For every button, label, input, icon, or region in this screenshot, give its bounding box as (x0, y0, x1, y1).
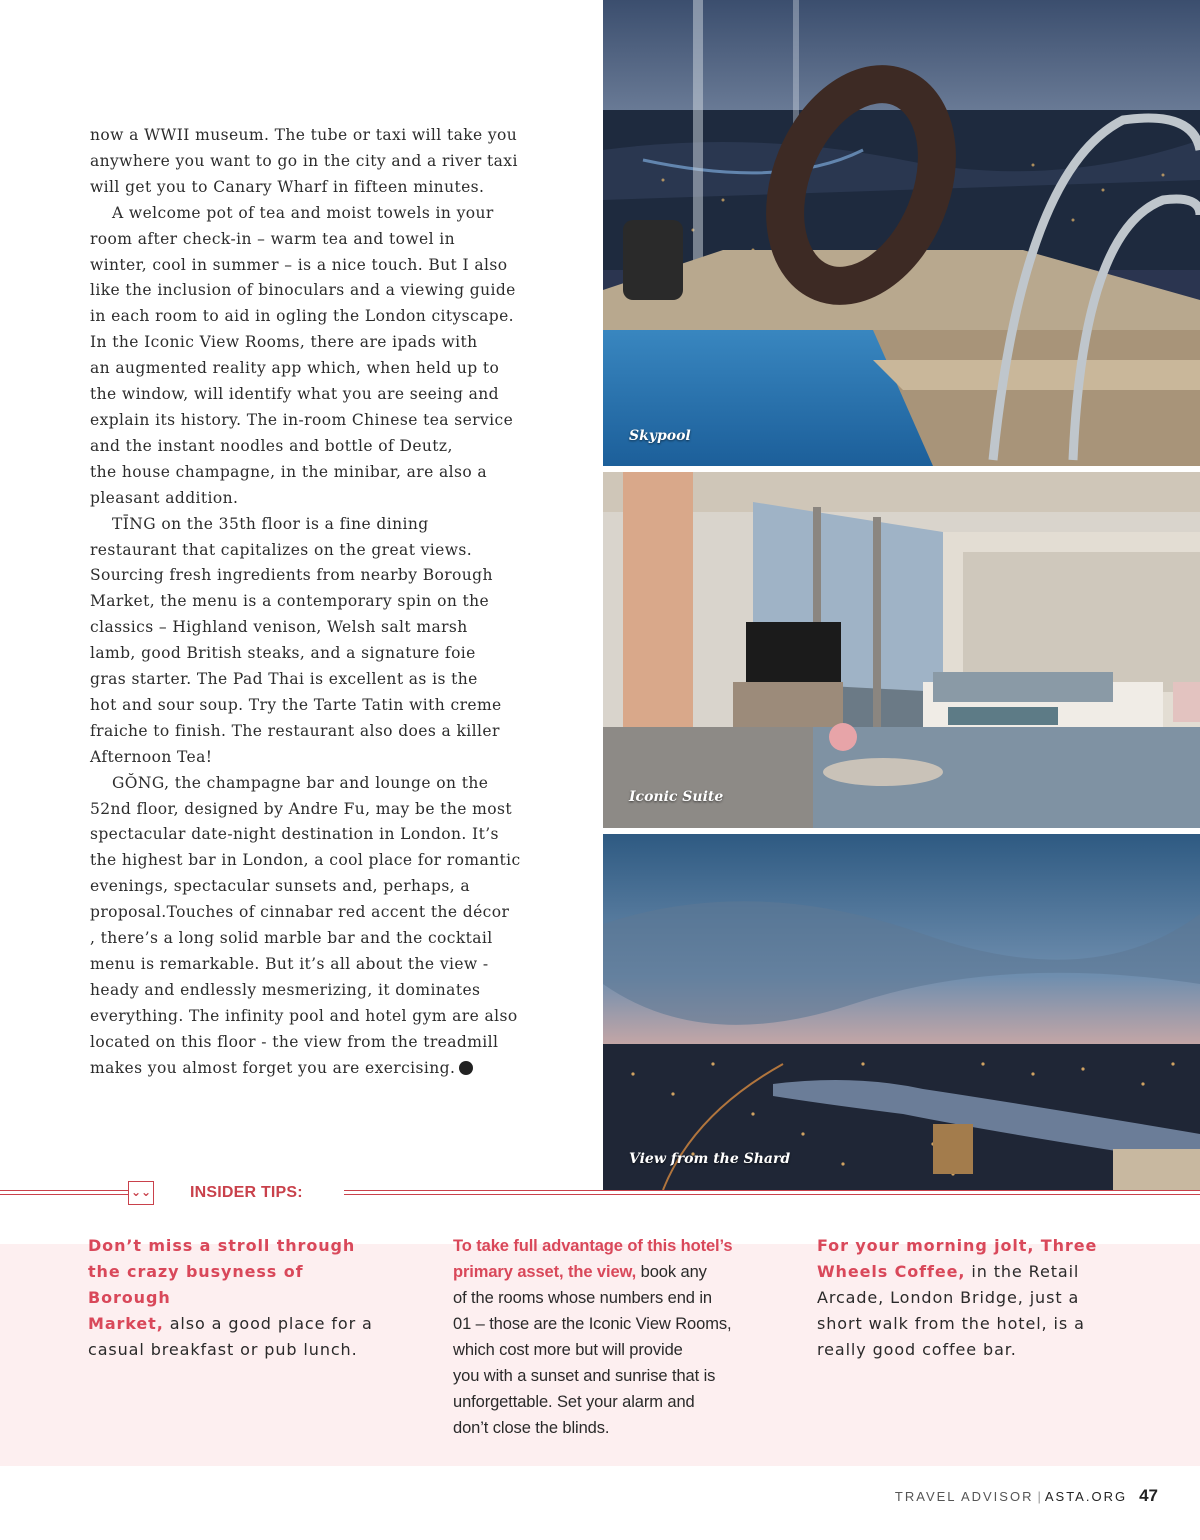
footer-separator: | (1037, 1489, 1041, 1504)
insider-tip (817, 1233, 1107, 1363)
article-body (90, 123, 550, 1082)
rule-left-line (0, 1190, 128, 1195)
skypool-image (603, 0, 1200, 466)
iconic-suite-image (603, 472, 1200, 828)
tip-text: book any of the rooms whose numbers end in 01 – those are the Iconic View Rooms, which cost more but will provide you with a sunset and sunrise that is unforgettable. Set your alarm and don’t close the blinds. (453, 1263, 732, 1437)
view-from-shard-image (603, 834, 1200, 1190)
tip-highlight: To take full advantage of this hotel’s primary asset, the view, (453, 1237, 733, 1281)
photo-view-from-shard (603, 834, 1200, 1190)
article-paragraph: A welcome pot of tea and moist towels in your room after check-in – warm tea and towel in winter, cool in summer – is a nice touch. But I also like the inclusion of binoculars and a viewing guide in each room to aid in ogling the London cityscape. In the Iconic View Rooms, there are ipads with an augmented reality app which, when held up to the window, will identify what you are seeing and explain its history. The in-room Chinese tea service and the instant noodles and bottle of Deutz, the house champagne, in the minibar, are also a pleasant addition. (90, 203, 516, 507)
insider-tips-title: INSIDER TIPS: (190, 1184, 303, 1201)
photo-caption: Skypool (629, 428, 691, 444)
double-chevron-down-icon: ⌄⌄ (128, 1181, 154, 1205)
photo-caption: View from the Shard (629, 1151, 791, 1167)
page-footer (895, 1486, 1158, 1506)
tip-text: also a good place for a casual breakfast or pub lunch. (88, 1314, 373, 1359)
photo-skypool (603, 0, 1200, 466)
article-paragraph: TĪNG on the 35th floor is a fine dining restaurant that capitalizes on the great views. Sourcing fresh ingredients from nearby Borough Market, the menu is a contemporary spin on the classics – Highland venison, Welsh salt marsh lamb, good British steaks, and a signature foie gras starter. The Pad Thai is excellent as is the hot and sour soup. Try the Tarte Tatin with creme fraiche to finish. The restaurant also does a killer Afternoon Tea! (90, 514, 502, 766)
article-paragraph (90, 771, 550, 1082)
asta-end-mark-icon (459, 1061, 473, 1075)
tip-text: in the Retail Arcade, London Bridge, just a short walk from the hotel, is a really good coffee bar. (817, 1262, 1085, 1359)
page-number: 47 (1139, 1486, 1158, 1505)
photo-iconic-suite (603, 472, 1200, 828)
publication-name: TRAVEL ADVISOR (894, 1489, 1034, 1504)
tip-highlight: For your morning jolt, Three Wheels Coffee, (817, 1236, 1098, 1281)
footer-site: ASTA.ORG (1044, 1489, 1128, 1504)
photo-caption: Iconic Suite (629, 789, 724, 805)
article-paragraph-text: GŎNG, the champagne bar and lounge on the 52nd floor, designed by Andre Fu, may be the most spectacular date-night destination in London. It’s the highest bar in London, a cool place for romantic evenings, spectacular sunsets and, perhaps, a proposal.Touches of cinnabar red accent the décor , there’s a long solid marble bar and the cocktail menu is remarkable. But it’s all about the view - heady and endlessly mesmerizing, it dominates everything. The infinity pool and hotel gym are also located on this floor - the view from the treadmill makes you almost forget you are exercising. (90, 773, 521, 1077)
rule-right-line (344, 1190, 1200, 1195)
article-paragraph: now a WWII museum. The tube or taxi will take you anywhere you want to go in the city and a river taxi will get you to Canary Wharf in fifteen minutes. (90, 126, 518, 196)
insider-tips-rule (0, 1181, 1200, 1205)
tip-highlight: Don’t miss a stroll through the crazy busyness of Borough Market, (88, 1236, 356, 1333)
insider-tip (453, 1233, 773, 1441)
insider-tip (88, 1233, 388, 1363)
